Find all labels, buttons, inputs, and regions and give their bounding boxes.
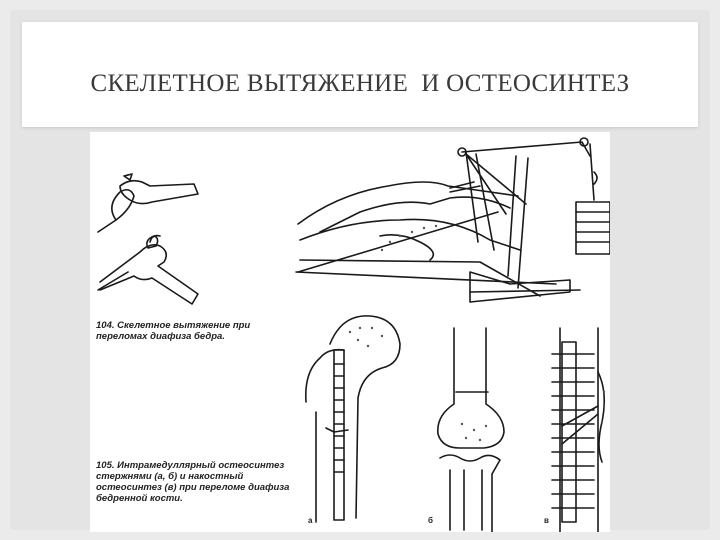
knee-joint-sketch	[438, 328, 504, 532]
traction-apparatus-sketch	[296, 138, 610, 302]
figure-105-caption: 105. Интрамедуллярный остеосинтез стержнями (а, б) и накостный остеосинтез (в) при переломе диафиза бедренной кости.	[96, 460, 290, 504]
knee-bones-sketch	[98, 174, 198, 304]
figure-104-caption: 104. Скелетное вытяжение при переломах диафиза бедра.	[96, 320, 251, 342]
medical-illustration	[90, 132, 610, 532]
panel-label-b: б	[428, 516, 433, 525]
stipple-texture	[349, 225, 605, 441]
slide-title: СКЕЛЕТНОЕ ВЫТЯЖЕНИЕ И ОСТЕОСИНТЕЗ	[90, 70, 630, 97]
femur-nail-sketch	[306, 316, 400, 522]
title-placeholder	[22, 22, 698, 127]
panel-label-v: в	[544, 516, 549, 525]
plate-osteosynthesis-sketch	[552, 328, 604, 532]
panel-label-a: а	[308, 516, 313, 525]
